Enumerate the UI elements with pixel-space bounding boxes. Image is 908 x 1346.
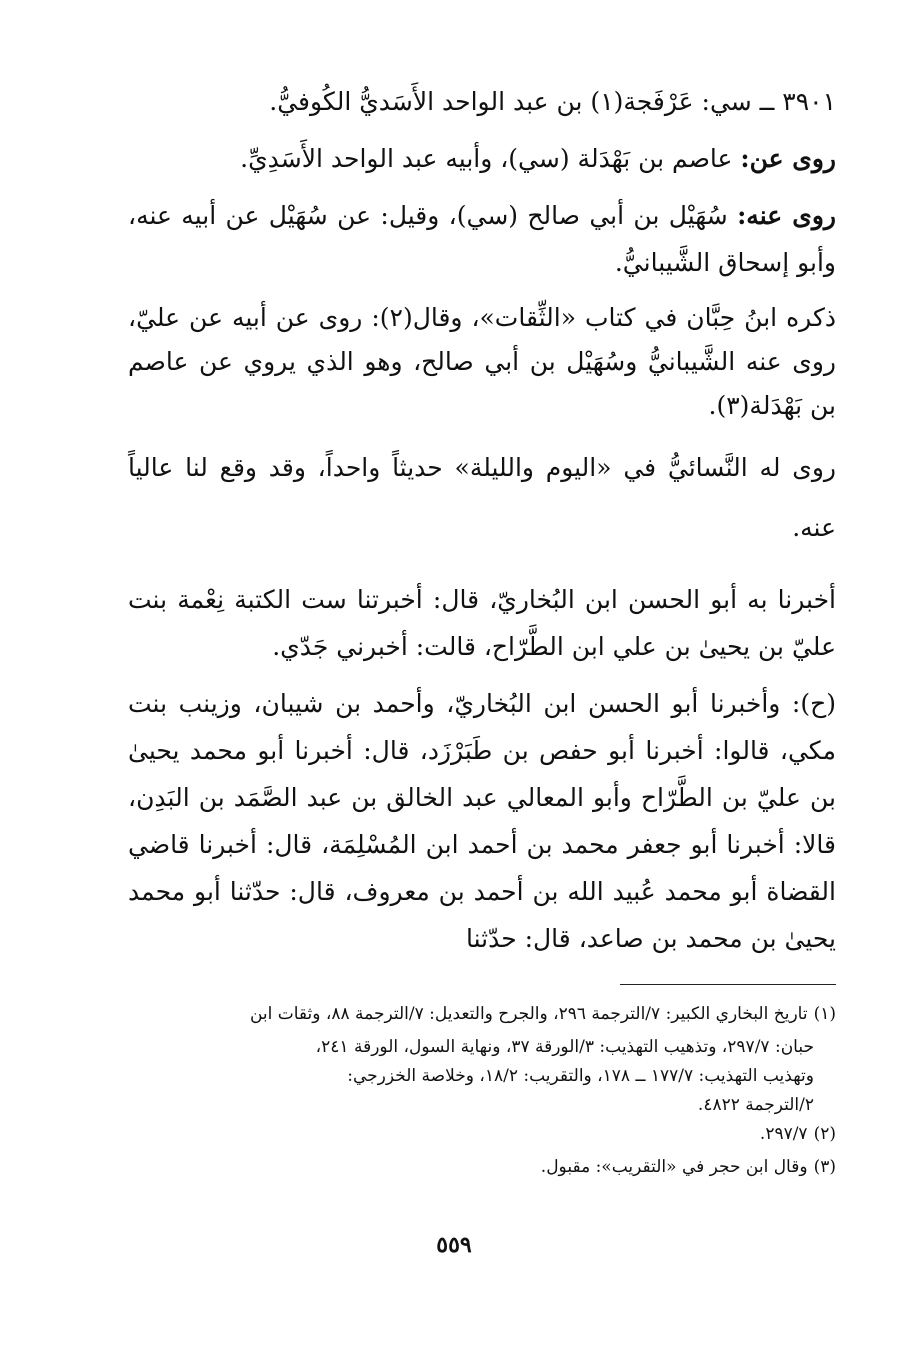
footnote-continuation: حبان: ٢٩٧/٧، وتذهيب التهذيب: ٣/الورقة ٣٧، ونهاية السول، الورقة ٢٤١، xyxy=(315,1037,814,1057)
footnote-number: (١) xyxy=(813,1004,836,1024)
rawa-an-text: عاصم بن بَهْدَلة (سي)، وأبيه عبد الواحد الأَسَدِيِّ. xyxy=(240,144,741,173)
footnote-number: (٢) xyxy=(813,1124,836,1144)
entry-heading: ٣٩٠١ ــ سي: عَرْفَجة(١) بن عبد الواحد الأَسَديُّ الكُوفيُّ. xyxy=(269,87,836,116)
footnote-line xyxy=(128,1000,836,1029)
rawa-anhu-label: روى عنه: xyxy=(737,201,836,230)
rawa-anhu-paragraph xyxy=(128,192,836,286)
rawa-anhu-text: سُهَيْل بن أبي صالح (سي)، وقيل: عن سُهَيْل عن أبيه عنه، وأبو إسحاق الشَّيبانيُّ. xyxy=(128,201,836,277)
footnotes xyxy=(128,1000,836,1186)
rawa-an-label: روى عن: xyxy=(740,144,836,173)
nasai-paragraph: روى له النَّسائيُّ في «اليوم والليلة» حديثاً واحداً، وقد وقع لنا عالياً عنه. xyxy=(128,453,836,542)
isnad-paragraph-1: أخبرنا به أبو الحسن ابن البُخاريّ، قال: أخبرتنا ست الكتبة نِعْمة بنت عليّ بن يحيىٰ بن علي ابن الطَّرّاح، قالت: أخبرني جَدّي. xyxy=(128,585,836,661)
footnote-text: وقال ابن حجر في «التقريب»: مقبول. xyxy=(540,1157,808,1177)
footnote-continuation: وتهذيب التهذيب: ١٧٧/٧ ــ ١٧٨، والتقريب: ١٨/٢، وخلاصة الخزرجي: xyxy=(347,1066,814,1086)
page-number: ٥٥٩ xyxy=(436,1232,472,1258)
footnote-number: (٣) xyxy=(813,1157,836,1177)
rawa-an-paragraph xyxy=(128,135,836,182)
isnad-paragraph-2: (ح): وأخبرنا أبو الحسن ابن البُخاريّ، وأحمد بن شيبان، وزينب بنت مكي، قالوا: أخبرنا أبو حفص بن طَبَرْزَد، قال: أخبرنا أبو محمد يحيىٰ بن عليّ بن الطَّرّاح وأبو المعالي عبد الخالق بن عبد الصَّمَد بن البَدِن، قالا: أخبرنا أبو جعفر محمد بن أحمد ابن المُسْلِمَة، قال: أخبرنا قاضي القضاة أبو محمد عُبيد الله بن أحمد بن معروف، قال: حدّثنا أبو محمد يحيىٰ بن محمد بن صاعد، قال: حدّثنا xyxy=(128,689,836,953)
footnote-divider xyxy=(620,984,836,985)
ibn-hibban-paragraph: ذكره ابنُ حِبَّان في كتاب «الثِّقات»، وقال(٢): روى عن أبيه عن عليّ، روى عنه الشَّيبانيُّ وسُهَيْل بن أبي صالح، وهو الذي يروي عن عاصم بن بَهْدَلة(٣). xyxy=(128,303,836,420)
footnote-text: ٢٩٧/٧. xyxy=(759,1124,808,1144)
footnote-2 xyxy=(128,1120,836,1149)
footnote-3 xyxy=(128,1153,836,1182)
main-text xyxy=(128,78,836,972)
footnote-continuation: ٢/الترجمة ٤٨٢٢. xyxy=(697,1095,814,1115)
footnote-1 xyxy=(128,1000,836,1120)
footnote-text: تاريخ البخاري الكبير: ٧/الترجمة ٢٩٦، والجرح والتعديل: ٧/الترجمة ٨٨، وثقات ابن xyxy=(249,1004,808,1024)
